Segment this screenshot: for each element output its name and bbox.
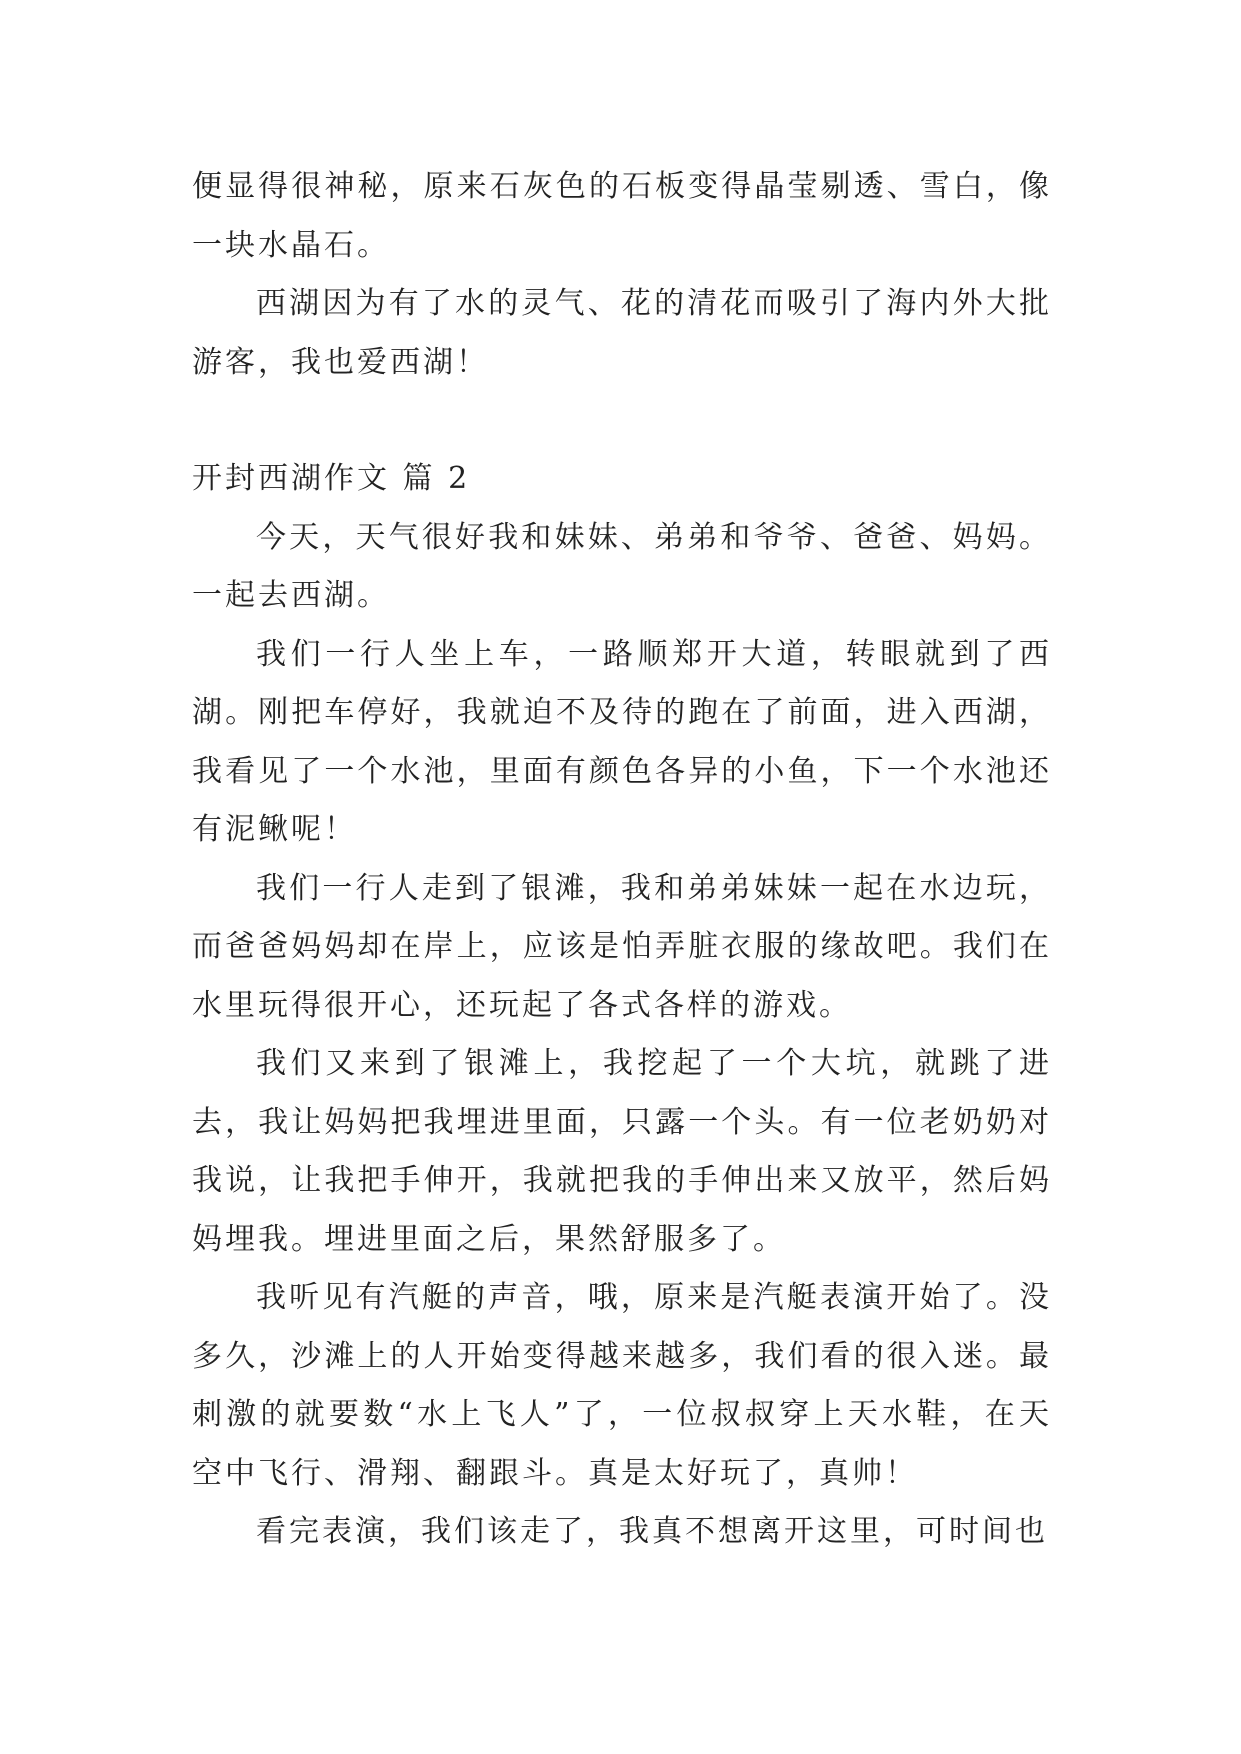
paragraph: 我听见有汽艇的声音，哦，原来是汽艇表演开始了。没多久，沙滩上的人开始变得越来越多，我们看的很入迷。最刺激的就要数“水上飞人”了，一位叔叔穿上天水鞋，在天空中飞行、滑翔、翻跟斗。真是太好玩了，真帅！ bbox=[192, 1280, 1052, 1491]
paragraph: 我们一行人走到了银滩，我和弟弟妹妹一起在水边玩，而爸爸妈妈却在岸上，应该是怕弄脏衣服的缘故吧。我们在水里玩得很开心，还玩起了各式各样的游戏。 bbox=[192, 870, 1052, 1023]
document-page bbox=[192, 158, 1052, 1562]
paragraph: 西湖因为有了水的灵气、花的清花而吸引了海内外大批游客，我也爱西湖！ bbox=[192, 286, 1052, 380]
paragraph-continuation: 便显得很神秘，原来石灰色的石板变得晶莹剔透、雪白，像一块水晶石。 bbox=[192, 169, 1052, 263]
section-title: 开封西湖作文 篇 2 bbox=[192, 461, 471, 496]
paragraph: 今天，天气很好我和妹妹、弟弟和爷爷、爸爸、妈妈。一起去西湖。 bbox=[192, 519, 1052, 613]
section-spacer bbox=[192, 392, 1052, 450]
paragraph: 看完表演，我们该走了，我真不想离开这里，可时间也 bbox=[256, 1514, 1048, 1549]
paragraph: 我们一行人坐上车，一路顺郑开大道，转眼就到了西湖。刚把车停好，我就迫不及待的跑在了前面，进入西湖，我看见了一个水池，里面有颜色各异的小鱼，下一个水池还有泥鳅呢！ bbox=[192, 636, 1052, 847]
paragraph: 我们又来到了银滩上，我挖起了一个大坑，就跳了进去，我让妈妈把我埋进里面，只露一个头。有一位老奶奶对我说，让我把手伸开，我就把我的手伸出来又放平，然后妈妈埋我。埋进里面之后，果然舒服多了。 bbox=[192, 1046, 1052, 1257]
